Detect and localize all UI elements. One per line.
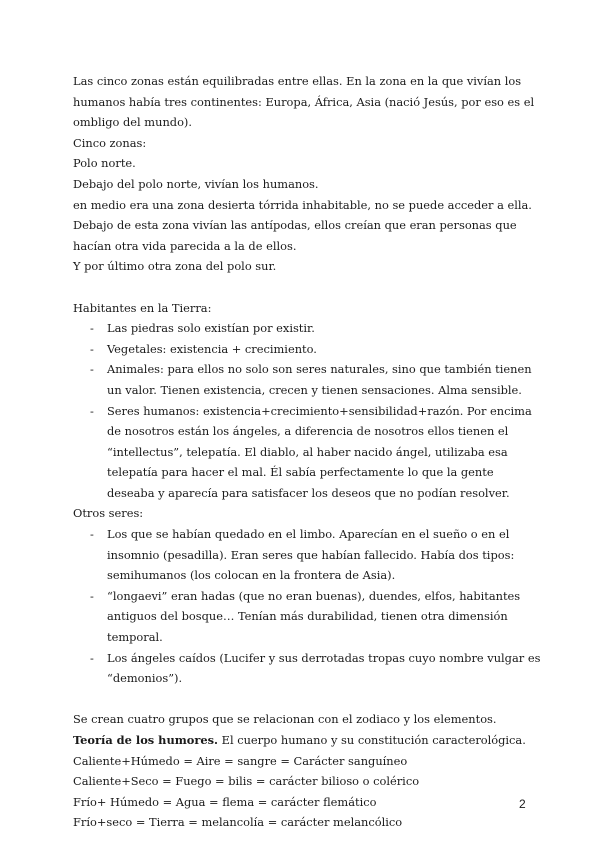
paragraph: Las cinco zonas están equilibradas entre ellas. En la zona en la que vivían los humanos había tres continentes: Europa, África, Asia (nació Jesús, por eso es el ombligo del mundo). xyxy=(73,74,535,130)
list-item-text: “longaevi” eran hadas (que no eran buenas), duendes, elfos, habitantes antiguos del bosque… Tenían más durabilidad, tienen otra dimensión temporal. xyxy=(107,588,521,645)
paragraph: Debajo del polo norte, vivían los humanos. xyxy=(73,176,319,191)
blank-line xyxy=(73,277,543,298)
list-item xyxy=(73,359,543,400)
list-item-text: Los que se habían quedado en el limbo. Aparecían en el sueño o en el insomnio (pesadilla). Eran seres que habían fallecido. Había dos tipos: semihumanos (los colocan en la frontera de Asia). xyxy=(107,527,515,583)
dash-bullet: - xyxy=(90,321,94,336)
list-item-text: Los ángeles caídos (Lucifer y sus derrotadas tropas cuyo nombre vulgar es “demonios”). xyxy=(107,650,541,686)
page-body xyxy=(73,71,543,833)
humor-line: Caliente+Seco = Fuego = bilis = carácter bilioso o colérico xyxy=(73,774,420,789)
dash-bullet: - xyxy=(90,588,94,603)
list-item xyxy=(73,339,543,360)
list-item xyxy=(73,318,543,339)
blank-line xyxy=(73,689,543,710)
paragraph-grupos: Se crean cuatro grupos que se relacionan con el zodiaco y los elementos. xyxy=(73,712,497,727)
list-item xyxy=(73,586,543,648)
list-item-text: Las piedras solo existían por existir. xyxy=(107,321,315,336)
section-heading-habitantes: Habitantes en la Tierra: xyxy=(73,300,212,315)
list-item-text: Animales: para ellos no solo son seres naturales, sino que también tienen un valor. Tienen existencia, crecen y tienen sensaciones. Alma sensible. xyxy=(107,362,532,397)
dash-bullet: - xyxy=(90,341,94,356)
section-heading-otros: Otros seres: xyxy=(73,506,144,521)
humor-line: Frío+ Húmedo = Agua = flema = carácter flemático xyxy=(73,794,377,809)
teoria-title: Teoría de los humores. xyxy=(73,733,219,747)
list-item xyxy=(73,524,543,586)
habitantes-list xyxy=(73,318,543,503)
page-number: 2 xyxy=(519,797,526,811)
otros-list xyxy=(73,524,543,689)
list-item-text: Vegetales: existencia + crecimiento. xyxy=(107,341,317,356)
dash-bullet: - xyxy=(90,362,94,377)
dash-bullet: - xyxy=(90,650,94,665)
humor-line: Caliente+Húmedo = Aire = sangre = Carácter sanguíneo xyxy=(73,753,408,768)
paragraph: Cinco zonas: xyxy=(73,135,147,150)
paragraph: Polo norte. xyxy=(73,156,136,171)
list-item-text: Seres humanos: existencia+crecimiento+sensibilidad+razón. Por encima de nosotros están los ángeles, a diferencia de nosotros ellos tienen el “intellectus”, telepatía. El diablo, al haber nacido ángel, utilizaba esa telepatía para hacer el mal. Él sabía perfectamente lo que la gente deseaba y aparecía para satisfacer los deseos que no podían resolver. xyxy=(107,403,532,500)
paragraph-teoria xyxy=(73,730,543,751)
paragraph: Y por último otra zona del polo sur. xyxy=(73,259,277,274)
dash-bullet: - xyxy=(90,527,94,542)
list-item xyxy=(73,401,543,504)
dash-bullet: - xyxy=(90,403,94,418)
humor-line: Frío+seco = Tierra = melancolía = carácter melancólico xyxy=(73,815,403,830)
list-item xyxy=(73,648,543,689)
paragraph: Debajo de esta zona vivían las antípodas, ellos creían que eran personas que hacían otra vida parecida a la de ellos. xyxy=(73,218,517,253)
paragraph: en medio era una zona desierta tórrida inhabitable, no se puede acceder a ella. xyxy=(73,197,532,212)
teoria-text: El cuerpo humano y su constitución caracterológica. xyxy=(218,733,526,747)
